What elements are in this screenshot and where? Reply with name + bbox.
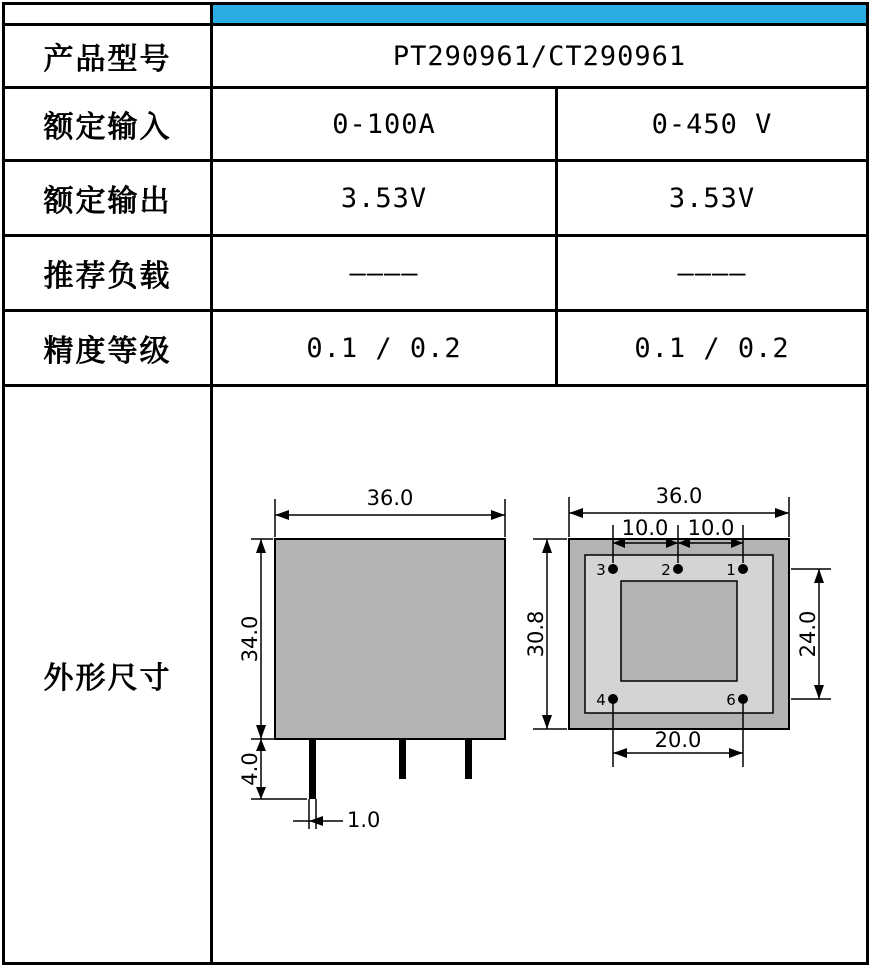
bottom-view-bottompitch-arrow-left: [613, 748, 627, 758]
bottom-view-group: [524, 484, 831, 767]
row-value-rated-input-b: 0-450 V: [557, 88, 868, 161]
row-label-rated-output: 额定输出: [4, 161, 212, 236]
row-value-accuracy-class-a: 0.1 / 0.2: [212, 311, 557, 386]
bottom-view-pitch-label-1: 10.0: [621, 516, 669, 540]
row-label-accuracy-class: 精度等级: [4, 311, 212, 386]
bottom-view-bottompitch-label: 20.0: [654, 728, 702, 752]
row-value-rated-output-a: 3.53V: [212, 161, 557, 236]
bottom-view-innerheight-label: 24.0: [796, 610, 820, 658]
accent-bar: [213, 5, 866, 23]
outline-dimension-drawing: [213, 387, 869, 959]
side-view-pinwidth-label: 1.0: [347, 808, 381, 832]
table-row-model: [4, 25, 868, 88]
bottom-view-pitch-label-2: 10.0: [687, 516, 735, 540]
bottom-view-pin-label-4: 4: [596, 691, 606, 709]
row-label-model: 产品型号: [4, 25, 212, 88]
accent-row-blank-cell: [4, 4, 212, 25]
side-view-width-arrow-left: [275, 510, 289, 520]
side-view-pinheight-arrow-top: [256, 739, 266, 751]
bottom-view-pin-label-3: 3: [596, 561, 606, 579]
row-label-dimensions: 外形尺寸: [4, 386, 212, 964]
table-row-dimensions: [4, 386, 868, 964]
dimension-drawing-cell: [212, 386, 868, 964]
bottom-view-pin-label-1: 1: [726, 561, 736, 579]
dimension-drawing-wrap: [213, 387, 866, 962]
bottom-view-height-arrow-bottom: [542, 715, 552, 729]
row-value-rated-output-b: 3.53V: [557, 161, 868, 236]
bottom-view-width-arrow-right: [775, 508, 789, 518]
accent-header-row: [4, 4, 868, 25]
table-row-recommended-load: [4, 236, 868, 311]
bottom-view-height-label: 30.8: [524, 610, 548, 658]
side-view-width-arrow-right: [491, 510, 505, 520]
bottom-view-pin-label-2: 2: [661, 561, 671, 579]
table-row-rated-output: [4, 161, 868, 236]
bottom-view-innerheight-arrow-top: [814, 569, 824, 583]
side-view-height-arrow-top: [256, 539, 266, 553]
bottom-view-width-label: 36.0: [655, 484, 703, 508]
side-view-height-arrow-bottom: [256, 725, 266, 739]
side-view-group: [238, 486, 505, 832]
row-value-rated-input-a: 0-100A: [212, 88, 557, 161]
side-view-pin-3: [465, 739, 472, 779]
side-view-width-label: 36.0: [366, 486, 414, 510]
row-value-accuracy-class-b: 0.1 / 0.2: [557, 311, 868, 386]
side-view-pin-2: [399, 739, 406, 779]
bottom-view-pin-2: [673, 564, 683, 574]
side-view-pin-1: [309, 739, 316, 799]
bottom-view-width-arrow-left: [569, 508, 583, 518]
row-value-model: PT290961/CT290961: [212, 25, 868, 88]
side-view-height-label: 34.0: [238, 615, 262, 663]
bottom-view-pin-label-6: 6: [726, 691, 736, 709]
table-row-rated-input: [4, 88, 868, 161]
bottom-view-bottompitch-arrow-right: [729, 748, 743, 758]
table-row-accuracy-class: [4, 311, 868, 386]
side-view-body: [275, 539, 505, 739]
side-view-pinheight-label: 4.0: [238, 752, 262, 786]
bottom-view-height-arrow-top: [542, 539, 552, 553]
row-value-recommended-load-a: ————: [212, 236, 557, 311]
row-value-recommended-load-b: ————: [557, 236, 868, 311]
row-label-rated-input: 额定输入: [4, 88, 212, 161]
datasheet-page: [0, 2, 870, 949]
bottom-view-inner-window: [621, 581, 737, 681]
bottom-view-pin-3: [608, 564, 618, 574]
accent-bar-cell: [212, 4, 868, 25]
bottom-view-innerheight-arrow-bottom: [814, 685, 824, 699]
side-view-pinheight-arrow-bottom: [256, 787, 266, 799]
row-label-recommended-load: 推荐负载: [4, 236, 212, 311]
spec-table: [2, 2, 869, 965]
bottom-view-pin-1: [738, 564, 748, 574]
